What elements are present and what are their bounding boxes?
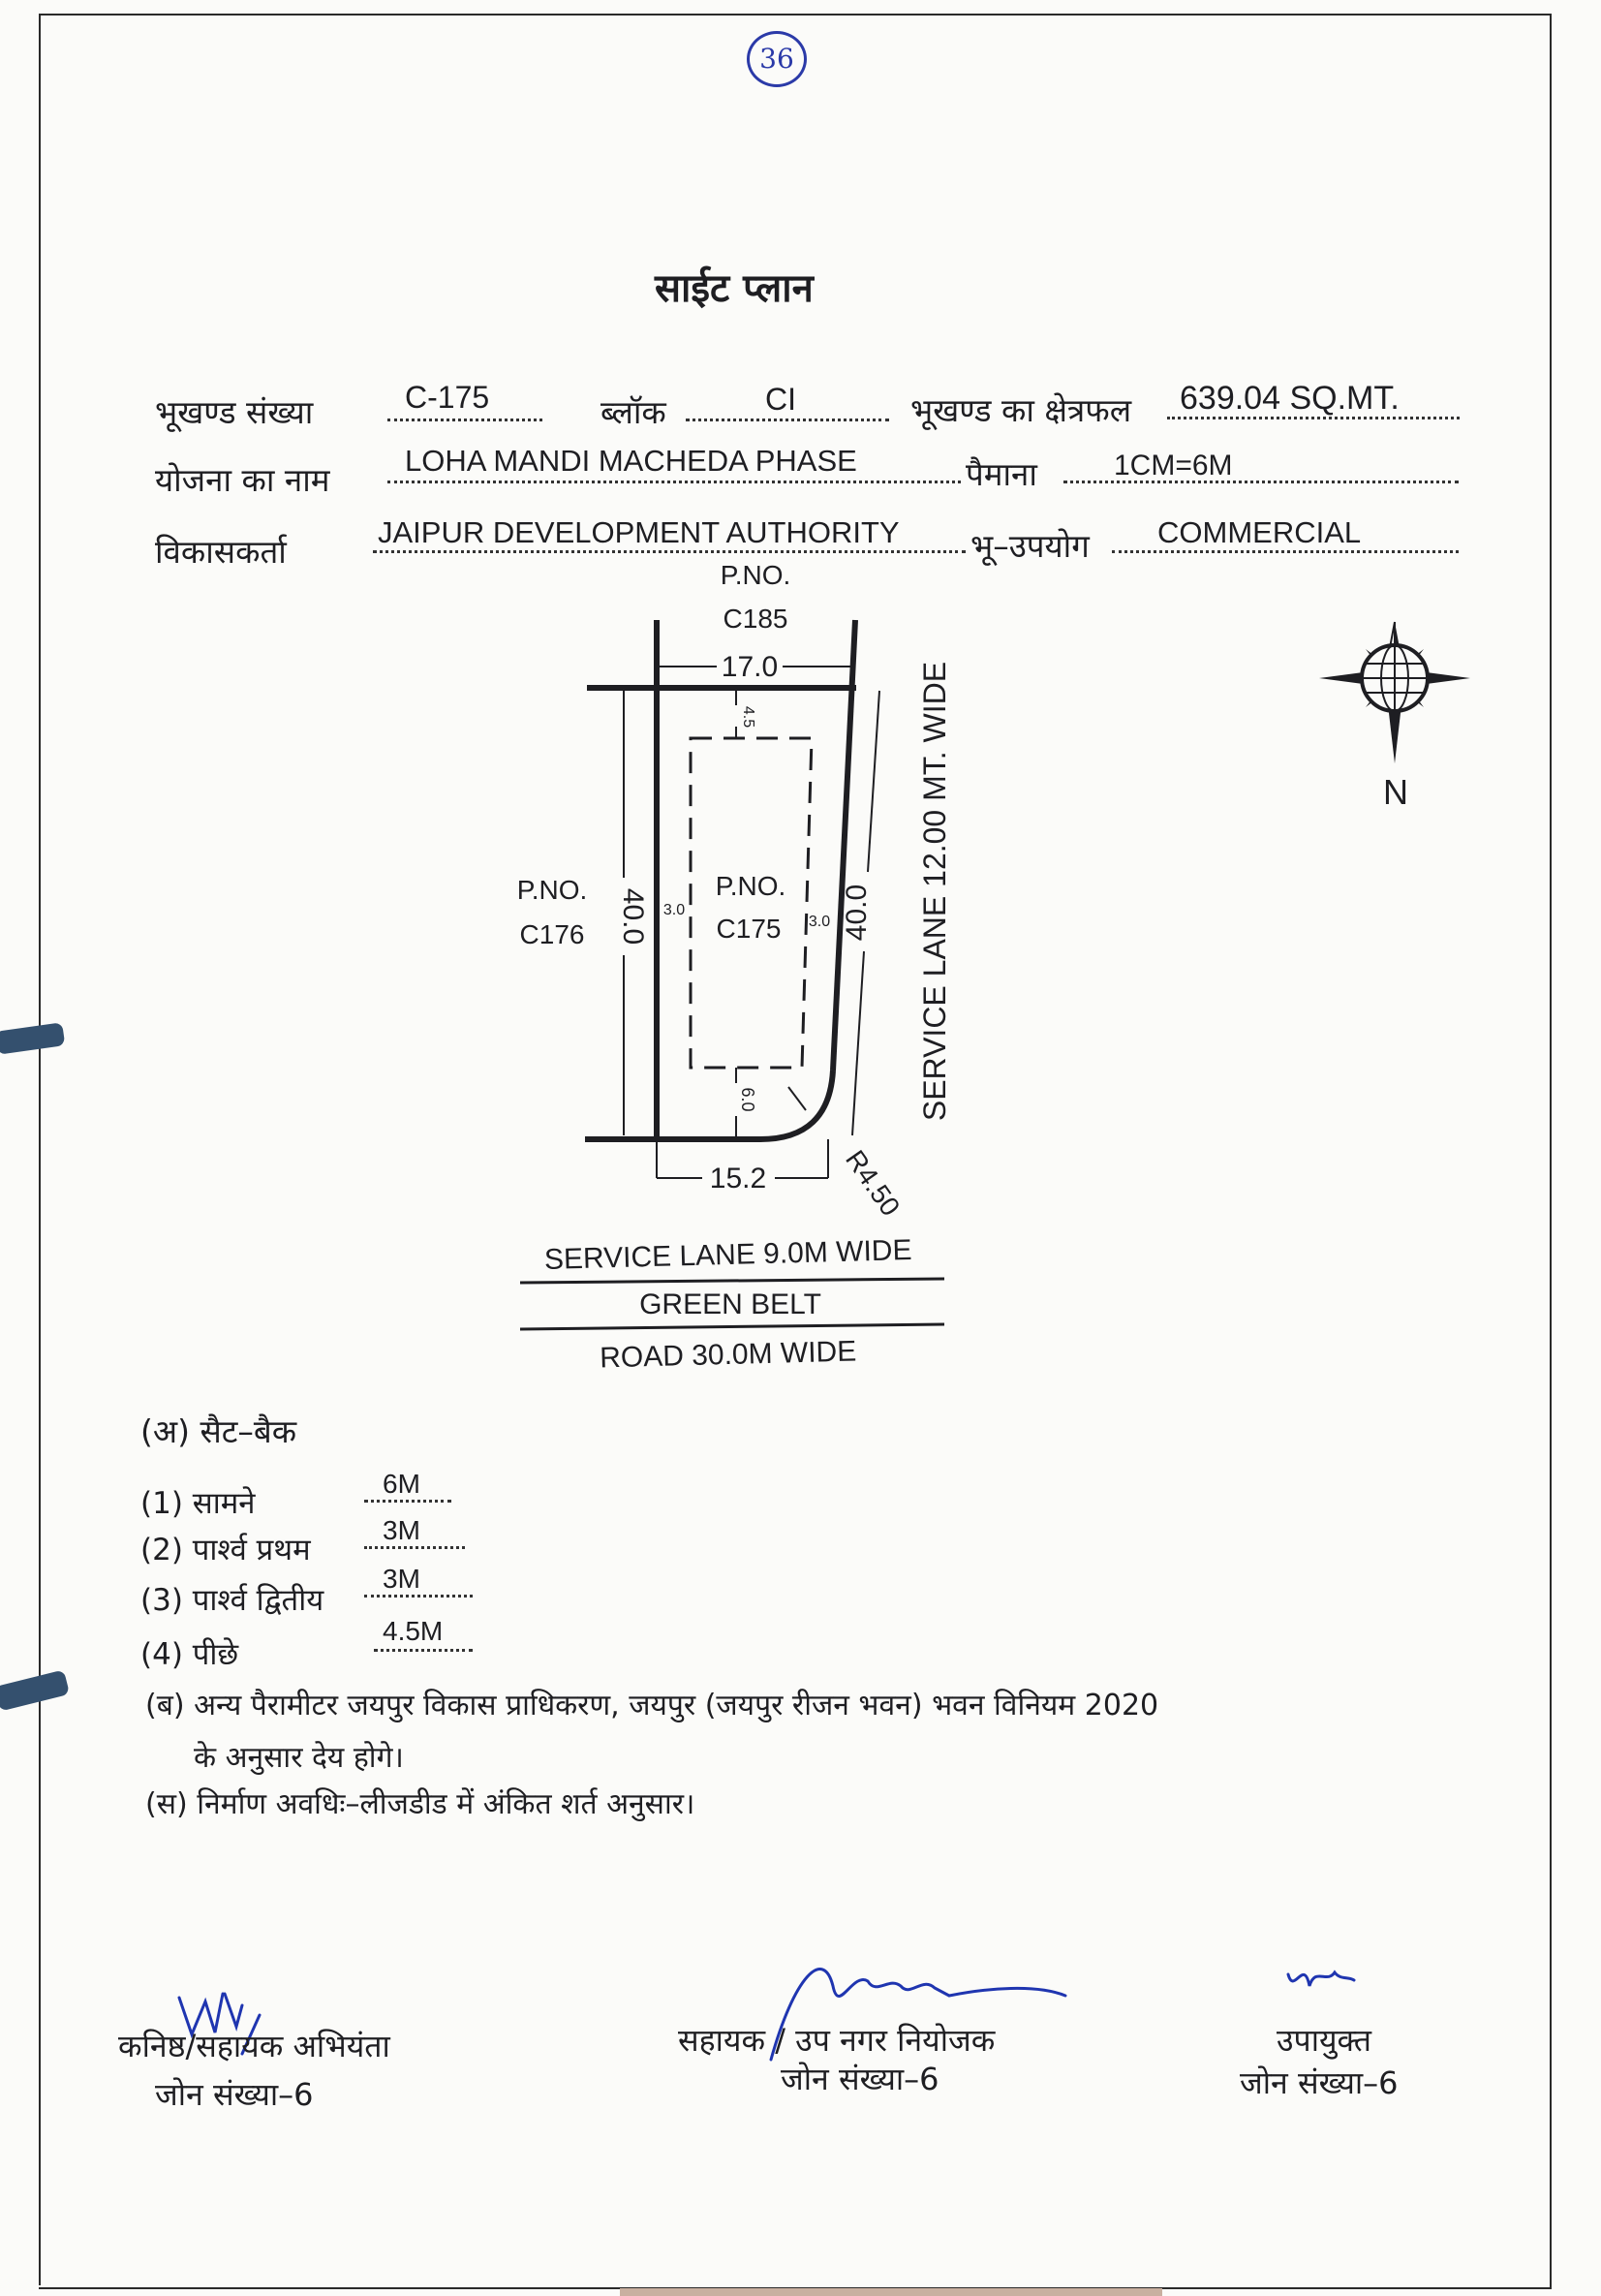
south-road-2: GREEN BELT: [639, 1288, 821, 1320]
block-value: CI: [765, 382, 796, 417]
setback-side1-label: (2) पार्श्व प्रथम: [140, 1533, 311, 1567]
setback-front-label: (1) सामने: [140, 1486, 256, 1521]
dim-right: 40.0: [841, 884, 873, 942]
page-edge-strip: [620, 2288, 1162, 2296]
setback-left: 3.0: [662, 902, 686, 918]
west-plot-line1: P.NO.: [516, 875, 588, 905]
building-envelope: [691, 738, 812, 1068]
note-c-line: (स) निर्माण अवधिः–लीजडीड में अंकित शर्त अनुसार।: [145, 1787, 695, 1821]
sig-right-title: उपायुक्त: [1277, 2022, 1371, 2059]
setback-heading: (अ) सैट–बैक: [140, 1412, 297, 1450]
north-plot-line2: C185: [723, 604, 788, 634]
plot-area-label: भूखण्ड का क्षेत्रफल: [910, 391, 1132, 429]
dim-top: 17.0: [721, 651, 779, 683]
scheme-value: LOHA MANDI MACHEDA PHASE: [405, 444, 857, 478]
plot-number-label: भूखण्ड संख्या: [155, 393, 314, 431]
setback-side2-label: (3) पार्श्व द्वितीय: [140, 1583, 324, 1618]
subject-plot-line2: C175: [716, 914, 782, 944]
dim-bottom: 15.2: [709, 1163, 767, 1195]
east-road-label: SERVICE LANE 12.00 MT. WIDE: [917, 661, 952, 1122]
west-plot-line2: C176: [519, 919, 585, 949]
subject-plot-line1: P.NO.: [715, 871, 786, 901]
setback-rear-value: 4.5M: [383, 1616, 444, 1646]
sheet-number-stamp: 36: [747, 31, 807, 87]
note-b-line1: (ब) अन्य पैरामीटर जयपुर विकास प्राधिकरण, जयपुर (जयपुर रीजन भवन) भवन विनियम 2020: [145, 1689, 1159, 1722]
dim-left: 40.0: [617, 887, 649, 946]
south-road-3: ROAD 30.0M WIDE: [599, 1335, 857, 1375]
sig-left-title: कनिष्ठ/सहायक अभियंता: [118, 2028, 390, 2064]
land-use-value: COMMERCIAL: [1157, 515, 1362, 549]
setback-front-value: 6M: [383, 1469, 420, 1499]
compass-icon: [1319, 622, 1470, 763]
setback-side2-value: 3M: [383, 1564, 420, 1594]
setback-front: 6.0: [738, 1087, 757, 1112]
block-label: ब्लॉक: [600, 393, 666, 431]
scheme-label: योजना का नाम: [155, 461, 330, 499]
north-label: N: [1383, 772, 1408, 812]
scale-label: पैमाना: [966, 455, 1037, 493]
plot-number-value: C-175: [405, 380, 490, 415]
setback-rear: 4.5: [740, 705, 756, 729]
south-road-1: SERVICE LANE 9.0M WIDE: [543, 1234, 912, 1276]
developer-label: विकासकर्ता: [155, 533, 287, 571]
setback-side1-dots: [364, 1546, 465, 1549]
sig-middle-title: सहायक / उप नगर नियोजक: [678, 2022, 996, 2059]
land-use-label: भू–उपयोग: [970, 527, 1090, 565]
sig-right-zone: जोन संख्या–6: [1240, 2064, 1399, 2101]
sig-middle-zone: जोन संख्या–6: [781, 2061, 939, 2097]
plot-area-value: 639.04 SQ.MT.: [1180, 380, 1400, 417]
north-plot-line1: P.NO.: [720, 560, 791, 590]
setback-side2-dots: [364, 1595, 473, 1598]
scale-value: 1CM=6M: [1114, 450, 1233, 481]
setback-rear-label: (4) पीछे: [140, 1637, 239, 1672]
setback-right: 3.0: [808, 914, 831, 930]
sig-left-zone: जोन संख्या–6: [155, 2076, 314, 2113]
setback-side1-value: 3M: [383, 1515, 420, 1545]
note-b-line2: के अनुसार देय होगे।: [194, 1741, 404, 1775]
developer-value: JAIPUR DEVELOPMENT AUTHORITY: [378, 515, 900, 549]
setback-rear-dots: [374, 1649, 473, 1652]
setback-front-dots: [364, 1500, 451, 1503]
page-title: साईट प्लान: [655, 266, 814, 311]
corner-radius: R4.50: [840, 1144, 907, 1222]
signature-right: [1288, 1972, 1354, 1986]
